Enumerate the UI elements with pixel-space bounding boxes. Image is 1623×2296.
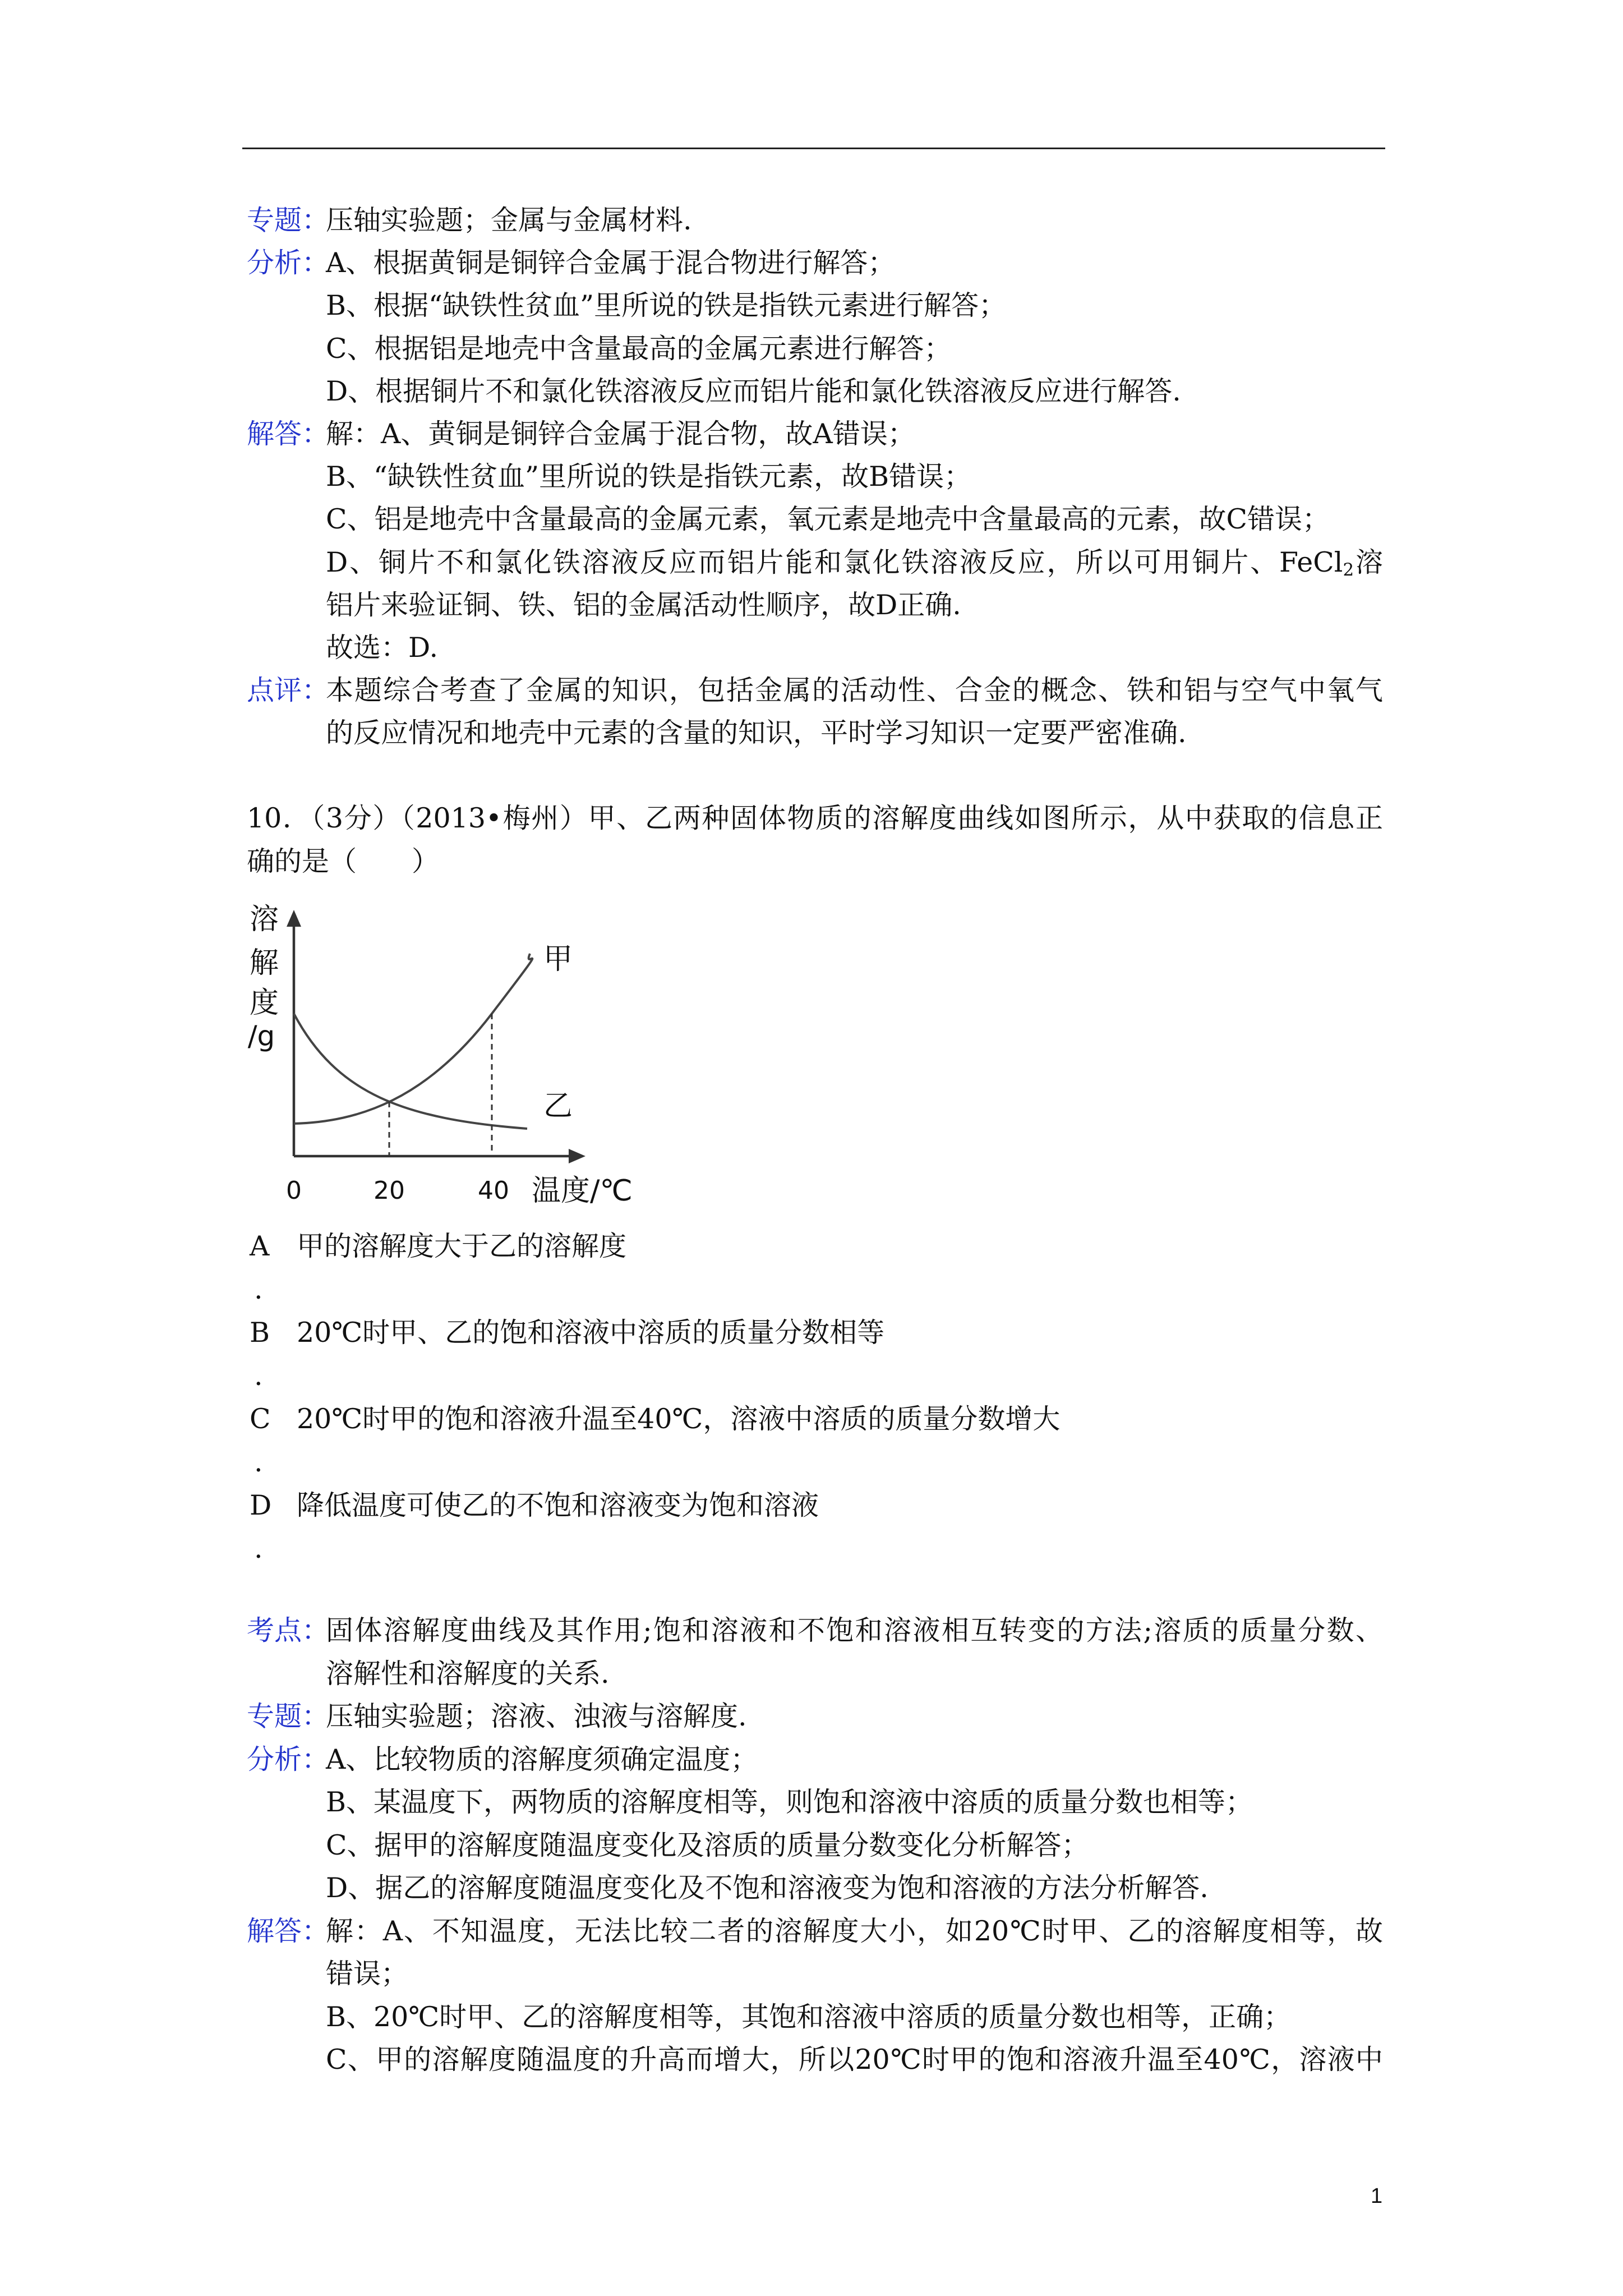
answer-text: B、“缺铁性贫血”里所说的铁是指铁元素，故B错误； — [326, 461, 972, 493]
option-dot: . — [254, 1446, 263, 1478]
analysis-line — [247, 284, 1383, 327]
option-text: 降低温度可使乙的不饱和溶液变为饱和溶液 — [297, 1489, 819, 1521]
analysis-text: B、根据“缺铁性贫血”里所说的铁是指铁元素进行解答； — [326, 289, 1007, 322]
answer-text: C、甲的溶解度随温度的升高而增大，所以20℃时甲的饱和溶液升温至40℃，溶液中 — [326, 2044, 1383, 2076]
topic-label: 专题： — [247, 1700, 330, 1732]
answer-text: C、铝是地壳中含量最高的金属元素，氧元素是地壳中含量最高的元素，故C错误； — [326, 503, 1330, 536]
analysis-text: C、根据铝是地壳中含量最高的金属元素进行解答； — [326, 332, 952, 365]
analysis-text: A、根据黄铜是铜锌合金属于混合物进行解答； — [326, 247, 896, 279]
topic-line — [247, 199, 1383, 242]
analysis-text: C、据甲的溶解度随温度变化及溶质的质量分数变化分析解答； — [326, 1829, 1089, 1861]
kaodian-label: 考点： — [247, 1614, 330, 1646]
option-dot-line — [247, 1441, 1383, 1484]
answer-line — [247, 584, 1383, 627]
curve-label-jia: 甲 — [543, 942, 573, 976]
option-letter: C — [250, 1403, 271, 1435]
option-c — [247, 1397, 1383, 1441]
header-rule — [242, 148, 1385, 149]
answer-line — [247, 413, 1383, 455]
option-dot-line — [247, 1354, 1383, 1397]
answer-label: 解答： — [247, 1915, 330, 1947]
subscript: 2 — [1343, 559, 1354, 580]
answer-label: 解答： — [247, 417, 330, 450]
x-axis-arrow-icon — [569, 1149, 585, 1163]
option-letter: A — [250, 1230, 270, 1262]
curve-yi — [294, 1014, 527, 1129]
analysis-line — [247, 328, 1383, 370]
analysis-label: 分析： — [247, 247, 330, 279]
topic-text: 压轴实验题；金属与金属材料. — [326, 204, 692, 236]
option-b — [247, 1311, 1383, 1354]
analysis-line — [247, 242, 1383, 284]
kaodian-line — [247, 1609, 1383, 1653]
analysis-label: 分析： — [247, 1743, 330, 1775]
curve-jia — [294, 954, 532, 1124]
kaodian-line — [247, 1653, 1383, 1696]
answer-line — [247, 498, 1383, 541]
answer-line — [247, 455, 1383, 498]
analysis-text: D、根据铜片不和氯化铁溶液反应而铝片能和氯化铁溶液反应进行解答. — [326, 375, 1181, 407]
answer-text: B、20℃时甲、乙的溶解度相等，其饱和溶液中溶质的质量分数也相等，正确； — [326, 2000, 1292, 2033]
comment-text: 本题综合考查了金属的知识，包括金属的活动性、合金的概念、铁和铝与空气中氧气 — [326, 674, 1383, 707]
answer-text: 解：A、黄铜是铜锌合金属于混合物，故A错误； — [326, 417, 915, 450]
x-tick-label: 0 — [286, 1176, 302, 1205]
kaodian-text: 溶解性和溶解度的关系. — [326, 1657, 610, 1690]
stem-line — [247, 840, 1383, 884]
analysis-text: A、比较物质的溶解度须确定温度； — [326, 1743, 758, 1775]
comment-line — [247, 712, 1383, 754]
curve-label-yi: 乙 — [543, 1089, 573, 1123]
answer-line — [247, 1996, 1383, 2039]
topic-line — [247, 1695, 1383, 1738]
stem-text: 10．（3分）（2013•梅州）甲、乙两种固体物质的溶解度曲线如图所示，从中获取的信息正 — [247, 802, 1383, 834]
stem-line — [247, 797, 1383, 840]
q9-solution — [247, 199, 1383, 754]
option-dot: . — [254, 1360, 263, 1392]
stem-text: 确的是（ ） — [247, 845, 440, 877]
comment-label: 点评： — [247, 674, 330, 707]
option-d — [247, 1484, 1383, 1527]
analysis-text: B、某温度下，两物质的溶解度相等，则饱和溶液中溶质的质量分数也相等； — [326, 1786, 1253, 1818]
y-label-char: 溶 — [249, 903, 279, 936]
option-text: 20℃时甲的饱和溶液升温至40℃，溶液中溶质的质量分数增大 — [297, 1403, 1061, 1435]
answer-text-part: D、铜片不和氯化铁溶液反应而铝片能和氯化铁溶液反应，所以可用铜片、FeCl — [326, 546, 1343, 578]
option-dot-line — [247, 1527, 1383, 1570]
answer-text-part: 溶 — [1354, 546, 1383, 578]
x-axis-label: 温度/℃ — [532, 1174, 633, 1208]
analysis-text: D、据乙的溶解度随温度变化及不饱和溶液变为饱和溶液的方法分析解答. — [326, 1872, 1209, 1904]
answer-line — [247, 2039, 1383, 2082]
y-label-char: 度 — [249, 986, 279, 1020]
x-tick-label: 40 — [478, 1176, 509, 1205]
answer-text — [326, 541, 1383, 584]
y-label-char: 解 — [249, 946, 279, 980]
analysis-line — [247, 1738, 1383, 1782]
option-dot-line — [247, 1268, 1383, 1311]
topic-label: 专题： — [247, 204, 330, 236]
answer-line — [247, 627, 1383, 669]
q10-stem — [247, 797, 1383, 883]
page-number: 1 — [1371, 2184, 1383, 2208]
y-axis-arrow-icon — [287, 910, 301, 927]
x-tick-label: 20 — [374, 1176, 405, 1205]
answer-text: 解：A、不知温度，无法比较二者的溶解度大小，如20℃时甲、乙的溶解度相等，故 — [326, 1915, 1383, 1947]
option-a — [247, 1225, 1383, 1268]
option-dot: . — [254, 1273, 263, 1305]
option-text: 20℃时甲、乙的饱和溶液中溶质的质量分数相等 — [297, 1317, 885, 1349]
analysis-line — [247, 370, 1383, 413]
analysis-line — [247, 1781, 1383, 1824]
kaodian-text: 固体溶解度曲线及其作用;饱和溶液和不饱和溶液相互转变的方法;溶质的质量分数、 — [326, 1614, 1383, 1646]
comment-line — [247, 669, 1383, 712]
q10-options — [247, 1225, 1383, 1570]
option-letter: D — [250, 1489, 272, 1521]
topic-text: 压轴实验题；溶液、浊液与溶解度. — [326, 1700, 747, 1732]
option-text: 甲的溶解度大于乙的溶解度 — [297, 1230, 627, 1262]
analysis-line — [247, 1867, 1383, 1910]
y-label-unit: /g — [247, 1020, 275, 1052]
answer-text: 铝片来验证铜、铁、铝的金属活动性顺序，故D正确. — [326, 588, 961, 621]
answer-text: 错误； — [326, 1958, 409, 1990]
q10-solution — [247, 1609, 1383, 2082]
option-dot: . — [254, 1533, 263, 1565]
option-letter: B — [250, 1317, 270, 1349]
analysis-line — [247, 1824, 1383, 1867]
answer-line — [247, 1953, 1383, 1996]
answer-line — [247, 541, 1383, 584]
answer-line — [247, 1910, 1383, 1953]
answer-text: 故选：D. — [326, 631, 439, 664]
comment-text: 的反应情况和地壳中元素的含量的知识，平时学习知识一定要严密准确. — [326, 717, 1187, 749]
